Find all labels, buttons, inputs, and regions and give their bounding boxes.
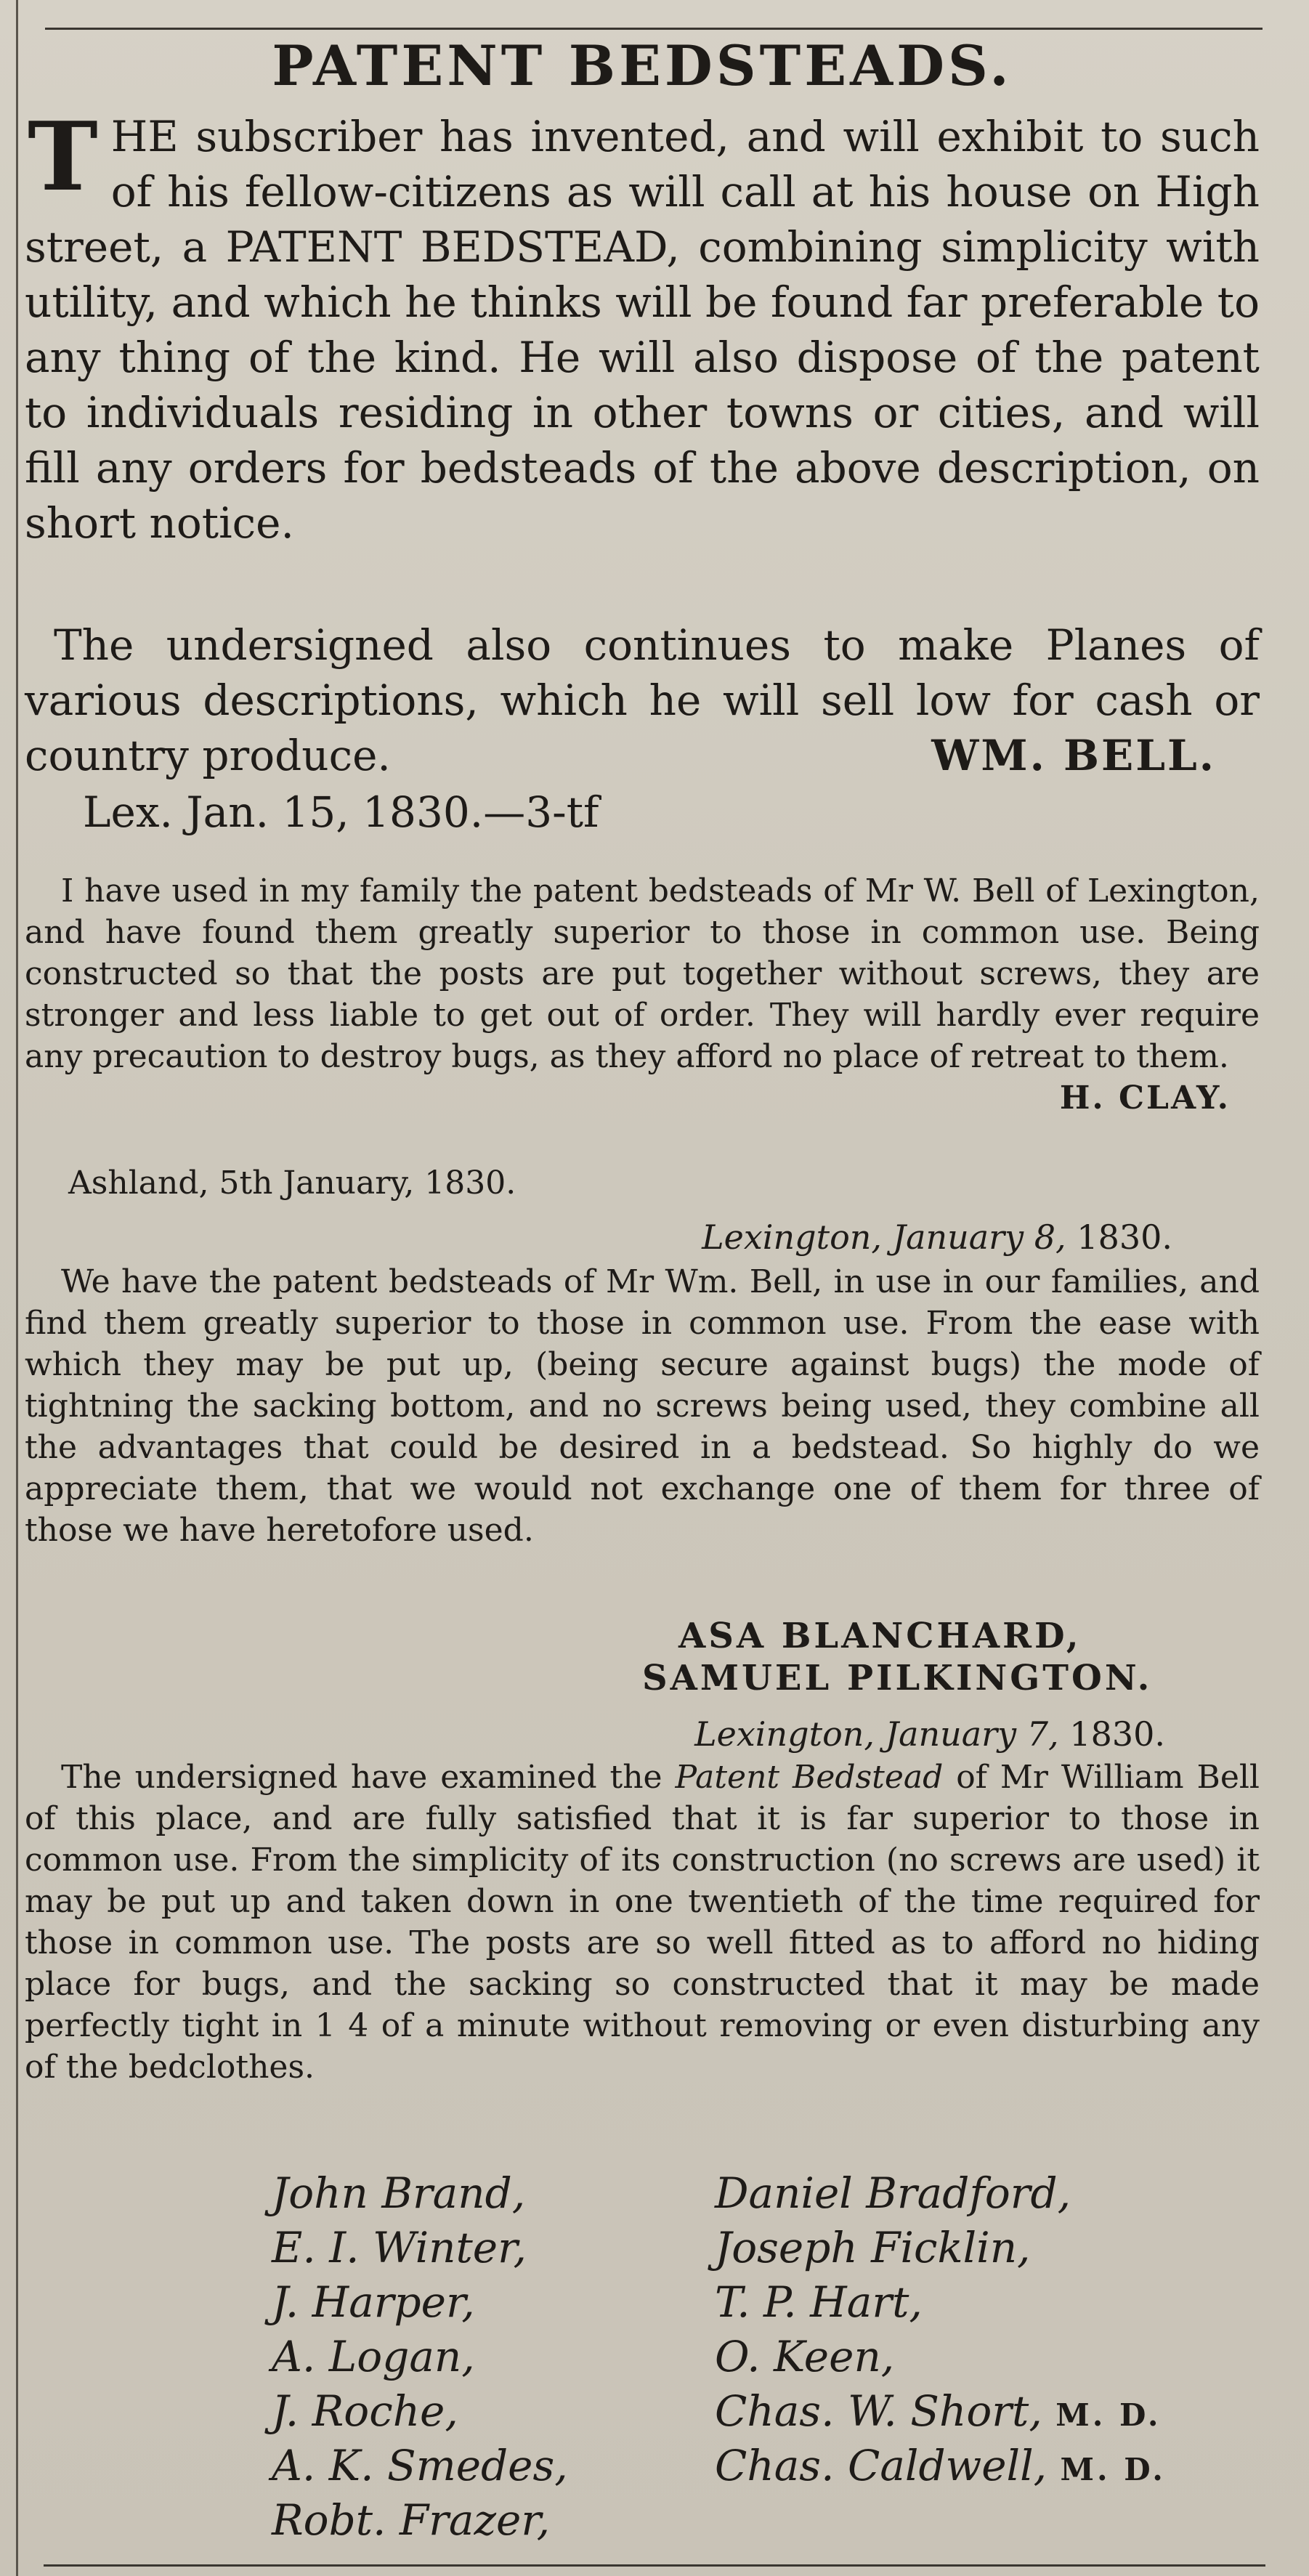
patent-bedstead-italic: Patent Bedstead bbox=[675, 1759, 944, 1796]
testimonial-blanchard-text: We have the patent bedsteads of Mr Wm. Bell, in use in our families, and find them greatly superior to those in common use. From the ease with which they may be put up, (being secure against bugs) the mode of tightning the sacking bottom, and no screws being used, they combine all the advantages that could be desired in a bedstead. So highly do we appreciate them, that we would not exchange one of them for three of those we have heretofore used. bbox=[25, 1263, 1260, 1549]
signature-asa-blanchard: ASA BLANCHARD, bbox=[678, 1616, 1082, 1656]
signatory-left: Robt. Frazer, bbox=[272, 2495, 551, 2545]
signatory-right-caldwell bbox=[715, 2439, 1166, 2497]
signatory-left: John Brand, bbox=[272, 2168, 526, 2218]
testimonial-clay-text: I have used in my family the patent bedsteads of Mr W. Bell of Lexington, and have found them greatly superior to those in common use. Being constructed so that the posts are put together without screws, they are stronger and less liable to get out of order. They will hardly ever require any precaution to destroy bugs, as they afford no place of retreat to them. bbox=[25, 872, 1260, 1075]
signatory-left: A. Logan, bbox=[272, 2332, 475, 2381]
md-suffix: M. D. bbox=[1055, 2397, 1162, 2433]
advertisement-title: PATENT BEDSTEADS. bbox=[272, 33, 1013, 98]
testimonial-clay bbox=[25, 870, 1260, 1119]
testimonial-group-text-b: of Mr William Bell of this place, and are fully satisfied that it is far superior to those in common use. From the simplicity of its construction (no screws are used) it may be put up and taken down in one twentieth of the time required for those in common use. The posts are so well fitted as to afford no hiding place for bugs, and the sacking so constructed that it may be made perfectly tight in 1 4 of a minute without removing or even disturbing any of the bedclothes. bbox=[25, 1759, 1260, 2086]
top-rule bbox=[45, 28, 1263, 30]
testimonial-group-text bbox=[25, 1757, 1260, 2088]
signature-clay: H. CLAY. bbox=[1059, 1080, 1231, 1117]
signature-bell: WM. BELL. bbox=[931, 731, 1216, 780]
notice-dateline: Lex. Jan. 15, 1830.—3-tf bbox=[83, 787, 599, 837]
signature-samuel-pilkington: SAMUEL PILKINGTON. bbox=[642, 1658, 1153, 1698]
drop-cap: T bbox=[28, 101, 98, 212]
testimonial-blanchard-dateline bbox=[702, 1218, 1172, 1257]
dateline-year: 1830. bbox=[1069, 1714, 1165, 1754]
testimonial-clay-dateline: Ashland, 5th January, 1830. bbox=[68, 1165, 516, 1202]
dateline-place: Lexington, January 7, bbox=[694, 1714, 1059, 1754]
signatory-name: Chas. W. Short, bbox=[715, 2386, 1042, 2436]
signatory-right-short bbox=[715, 2384, 1162, 2442]
notice-paragraph-2-text: The undersigned also continues to make Planes of various descriptions, which he will sell low for cash or country produce. bbox=[25, 620, 1260, 780]
signatory-left: J. Roche, bbox=[272, 2386, 458, 2436]
left-column-rule bbox=[16, 0, 18, 2576]
signatory-left: E. I. Winter, bbox=[272, 2223, 527, 2272]
notice-paragraph-2 bbox=[25, 617, 1260, 783]
signatory-left: A. K. Smedes, bbox=[272, 2441, 568, 2490]
signatory-right: T. P. Hart, bbox=[715, 2277, 923, 2327]
bottom-rule bbox=[44, 2564, 1265, 2567]
signatory-left: J. Harper, bbox=[272, 2277, 475, 2327]
dateline-place: Lexington, January 8, bbox=[702, 1218, 1066, 1257]
dateline-year: 1830. bbox=[1077, 1218, 1172, 1257]
md-suffix: M. D. bbox=[1060, 2452, 1166, 2487]
signatory-right: Daniel Bradford, bbox=[715, 2168, 1071, 2218]
testimonial-group-dateline bbox=[694, 1714, 1165, 1754]
notice-paragraph-1-text: HE subscriber has invented, and will exhibit to such of his fellow-citizens as will call at his house on High street, a PATENT BEDSTEAD, combining simplicity with utility, and which he thinks will be found far preferable to any thing of the kind. He will also dispose of the patent to individuals residing in other towns or cities, and will fill any orders for bedsteads of the above description, on short notice. bbox=[25, 112, 1260, 548]
notice-paragraph-1 bbox=[25, 101, 1260, 551]
testimonial-group-text-a: The undersigned have examined the bbox=[61, 1759, 676, 1796]
signatory-right: Joseph Ficklin, bbox=[715, 2223, 1031, 2272]
signatory-right: O. Keen, bbox=[715, 2332, 895, 2381]
signatory-name: Chas. Caldwell, bbox=[715, 2441, 1047, 2490]
